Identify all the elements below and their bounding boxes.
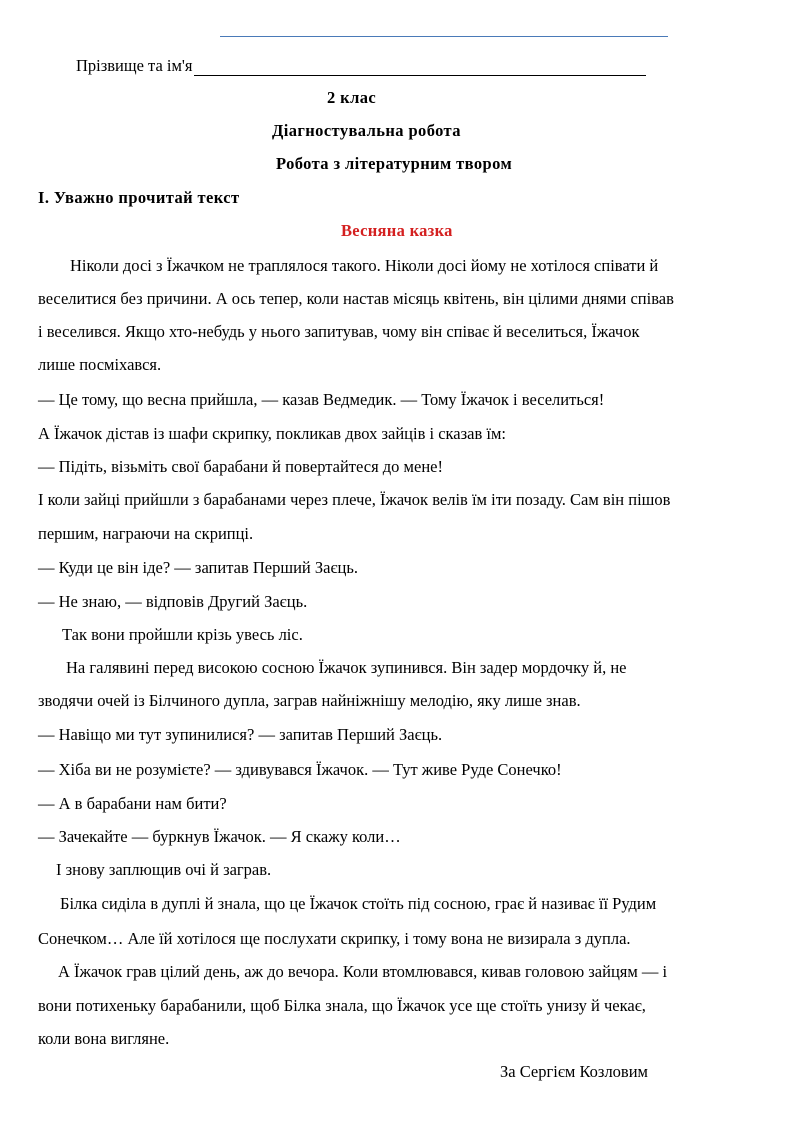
top-blank-line	[220, 36, 668, 37]
name-row	[76, 56, 646, 76]
story-line: — Куди це він іде? — запитав Перший Заєць.	[38, 558, 359, 577]
story-line: і веселився. Якщо хто-небудь у нього запитував, чому він співає й веселиться, Їжачок	[38, 322, 640, 341]
story-line: І коли зайці прийшли з барабанами через плече, Їжачок велів їм іти позаду. Сам він пішов	[38, 490, 671, 509]
story-line: Ніколи досі з Їжачком не траплялося такого. Ніколи досі йому не хотілося співати й	[70, 256, 659, 275]
story-line: — А в барабани нам бити?	[38, 794, 227, 813]
story-line: — Не знаю, — відповів Другий Заєць.	[38, 592, 308, 611]
grade-label: 2 клас	[327, 88, 377, 107]
story-line: — Хіба ви не розумієте? — здивувався Їжачок. — Тут живе Руде Сонечко!	[38, 760, 562, 779]
story-line: Сонечком… Але їй хотілося ще послухати скрипку, і тому вона не визирала з дупла.	[38, 929, 631, 948]
story-line: — Це тому, що весна прийшла, — казав Ведмедик. — Тому Їжачок і веселиться!	[38, 390, 605, 409]
story-line: зводячи очей із Білчиного дупла, заграв найніжнішу мелодію, яку лише знав.	[38, 691, 581, 710]
story-line: І знову заплющив очі й заграв.	[56, 860, 272, 879]
work-title: Діагностувальна робота	[272, 121, 461, 140]
story-line: На галявині перед високою сосною Їжачок зупинився. Він задер мордочку й, не	[66, 658, 627, 677]
story-line: веселитися без причини. А ось тепер, коли настав місяць квітень, він цілими днями співав	[38, 289, 674, 308]
section-heading: І. Уважно прочитай текст	[38, 188, 240, 207]
story-line: вони потихеньку барабанили, щоб Білка знала, що Їжачок усе ще стоїть унизу й чекає,	[38, 996, 646, 1015]
work-subtitle: Робота з літературним твором	[276, 154, 513, 173]
story-title: Весняна казка	[341, 221, 453, 240]
attribution: За Сергієм Козловим	[500, 1062, 648, 1081]
story-line: А Їжачок дістав із шафи скрипку, покликав двох зайців і сказав їм:	[38, 424, 506, 443]
story-line: А Їжачок грав цілий день, аж до вечора. Коли втомлювався, кивав головою зайцям — і	[58, 962, 668, 981]
name-blank-line	[194, 61, 646, 76]
story-line: коли вона вигляне.	[38, 1029, 170, 1048]
story-line: лише посміхався.	[38, 355, 162, 374]
story-line: першим, награючи на скрипці.	[38, 524, 254, 543]
story-line: — Підіть, візьміть свої барабани й повертайтеся до мене!	[38, 457, 443, 476]
story-line: — Зачекайте — буркнув Їжачок. — Я скажу коли…	[38, 827, 401, 846]
story-line: Так вони пройшли крізь увесь ліс.	[62, 625, 303, 644]
story-line: — Навіщо ми тут зупинилися? — запитав Перший Заєць.	[38, 725, 443, 744]
name-label: Прізвище та ім'я	[76, 56, 193, 75]
story-line: Білка сиділа в дуплі й знала, що це Їжачок стоїть під сосною, грає й називає її Рудим	[60, 894, 657, 913]
